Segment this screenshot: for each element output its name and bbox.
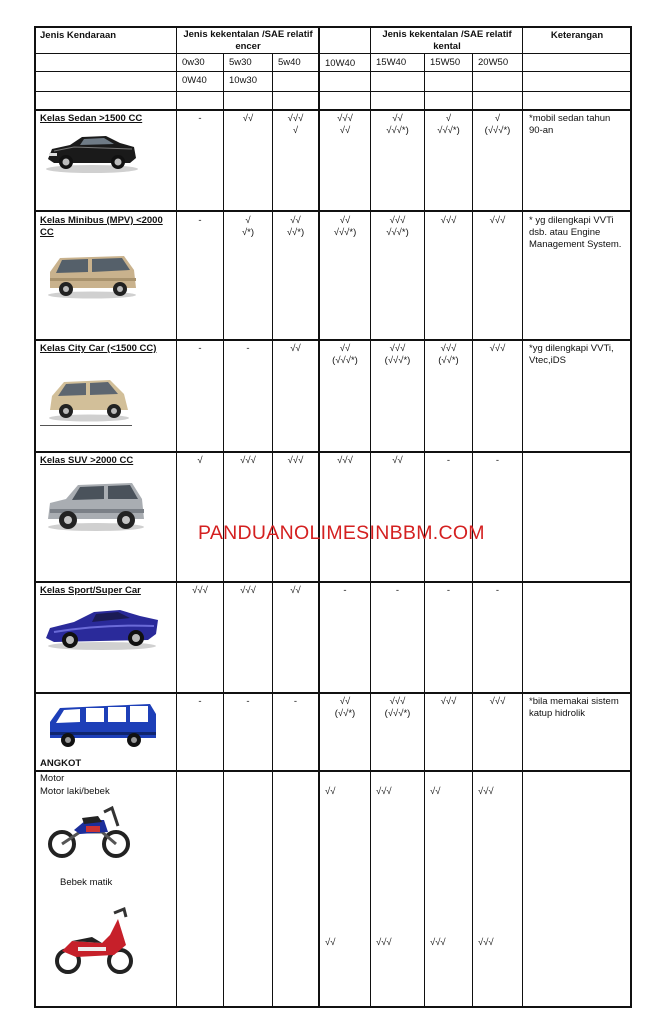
note-sedan: *mobil sedan tahun 90-an <box>529 113 611 136</box>
cell-sedan-5w40: √√√ √ <box>287 113 304 136</box>
cell-angkot-5w30: - <box>246 696 250 707</box>
grade-15w40: 15W40 <box>376 57 407 68</box>
sedan-image <box>44 125 140 175</box>
cell-suv-5w30: √√√ <box>240 455 256 466</box>
cell-sedan-15w50: √ √√√*) <box>437 113 460 136</box>
note-city: *yg dilengkapi VVTi, Vtec,iDS <box>529 343 614 366</box>
motorcycle-bebek-image <box>46 802 132 860</box>
grade-5w30: 5w30 <box>229 57 252 68</box>
grade-15w50: 15W50 <box>430 57 461 68</box>
cell-sedan-20w50: √ (√√√*) <box>484 113 511 136</box>
cell-sport-15w50: - <box>446 585 451 596</box>
cell-angkot-15w40: √√√ (√√√*) <box>384 696 411 719</box>
cell-angkot-0w30: - <box>198 696 202 707</box>
minibus-image <box>44 248 140 300</box>
cell-matik-10w40: √√ <box>325 937 336 948</box>
moto-label: Motor <box>40 773 65 784</box>
cell-city-15w50: √√√ (√√*) <box>438 343 459 366</box>
cell-city-5w40: √√ <box>290 343 301 354</box>
cell-city-0w30: - <box>198 343 202 354</box>
cell-minibus-0w30: - <box>198 215 202 226</box>
motorcycle-matik-image <box>52 905 136 977</box>
cell-angkot-5w40: - <box>293 696 298 707</box>
row-label-sedan: Kelas Sedan >1500 CC <box>40 113 143 124</box>
grade-20w50: 20W50 <box>478 57 509 68</box>
cell-suv-20w50: - <box>495 455 500 466</box>
cell-sport-10w40: - <box>343 585 347 596</box>
cell-minibus-20w50: √√√ <box>489 215 506 226</box>
cell-bebek-15w50: √√ <box>430 786 441 797</box>
cell-sport-5w40: √√ <box>290 585 301 596</box>
city-car-image <box>46 368 132 424</box>
cell-matik-15w50: √√√ <box>430 937 446 948</box>
note-minibus: * yg dilengkapi VVTi dsb. atau Engine Management System. <box>529 215 622 250</box>
grade-10w40: 10W40 <box>325 58 356 69</box>
grade-0w40: 0W40 <box>182 75 207 86</box>
cell-suv-15w40: √√ <box>392 455 403 466</box>
row-label-sport: Kelas Sport/Super Car <box>40 585 141 596</box>
cell-city-5w30: - <box>246 343 250 354</box>
cell-city-20w50: √√√ <box>489 343 506 354</box>
cell-sport-5w30: √√√ <box>240 585 256 596</box>
row-label-city-car: Kelas City Car (<1500 CC) <box>40 343 157 354</box>
cell-sedan-10w40: √√√ √√ <box>337 113 353 136</box>
cell-bebek-15w40: √√√ <box>376 786 392 797</box>
cell-matik-15w40: √√√ <box>376 937 392 948</box>
cell-bebek-20w50: √√√ <box>478 786 494 797</box>
cell-angkot-20w50: √√√ <box>489 696 506 707</box>
grade-5w40: 5w40 <box>278 57 301 68</box>
grade-10w30: 10w30 <box>229 75 257 86</box>
cell-sedan-0w30: - <box>198 113 202 124</box>
header-thick-oil: Jenis kekentalan /SAE relatif kental <box>382 29 512 52</box>
angkot-image <box>46 698 160 750</box>
header-thin-oil: Jenis kekentalan /SAE relatif encer <box>183 29 313 52</box>
cell-angkot-15w50: √√√ <box>440 696 457 707</box>
sport-car-image <box>44 600 162 652</box>
cell-sport-15w40: - <box>395 585 400 596</box>
divider <box>40 425 132 426</box>
cell-minibus-10w40: √√ √√√*) <box>333 215 357 238</box>
watermark: PANDUANOLIMESINBBM.COM <box>198 522 485 544</box>
cell-sedan-5w30: √√ <box>242 113 254 124</box>
cell-minibus-5w40: √√ √√*) <box>286 215 305 238</box>
moto-matik-label: Bebek matik <box>60 877 113 888</box>
cell-minibus-15w40: √√√ √√√*) <box>386 215 409 238</box>
cell-sport-20w50: - <box>495 585 500 596</box>
cell-sport-0w30: √√√ <box>192 585 208 596</box>
cell-minibus-15w50: √√√ <box>440 215 457 226</box>
row-label-suv: Kelas SUV >2000 CC <box>40 455 134 466</box>
cell-suv-10w40: √√√ <box>337 455 353 466</box>
cell-sedan-15w40: √√ √√√*) <box>386 113 409 136</box>
cell-angkot-10w40: √√ (√√*) <box>334 696 356 719</box>
cell-suv-15w50: - <box>446 455 451 466</box>
cell-suv-5w40: √√√ <box>287 455 304 466</box>
note-angkot: *bila memakai sistem katup hidrolik <box>529 696 619 719</box>
cell-matik-20w50: √√√ <box>478 937 494 948</box>
cell-city-10w40: √√ (√√√*) <box>332 343 358 366</box>
grade-0w30: 0w30 <box>182 57 205 68</box>
header-vehicle-type: Jenis Kendaraan <box>40 30 117 41</box>
suv-image <box>44 475 148 533</box>
row-label-minibus: Kelas Minibus (MPV) <2000 CC <box>40 215 163 238</box>
cell-bebek-10w40: √√ <box>325 786 336 797</box>
cell-city-15w40: √√√ (√√√*) <box>384 343 411 366</box>
row-label-angkot: ANGKOT <box>40 758 82 769</box>
cell-suv-0w30: √ <box>197 455 203 466</box>
cell-minibus-5w30: √ √*) <box>241 215 255 238</box>
header-notes: Keterangan <box>550 30 604 41</box>
moto-bebek-label: Motor laki/bebek <box>40 786 110 797</box>
